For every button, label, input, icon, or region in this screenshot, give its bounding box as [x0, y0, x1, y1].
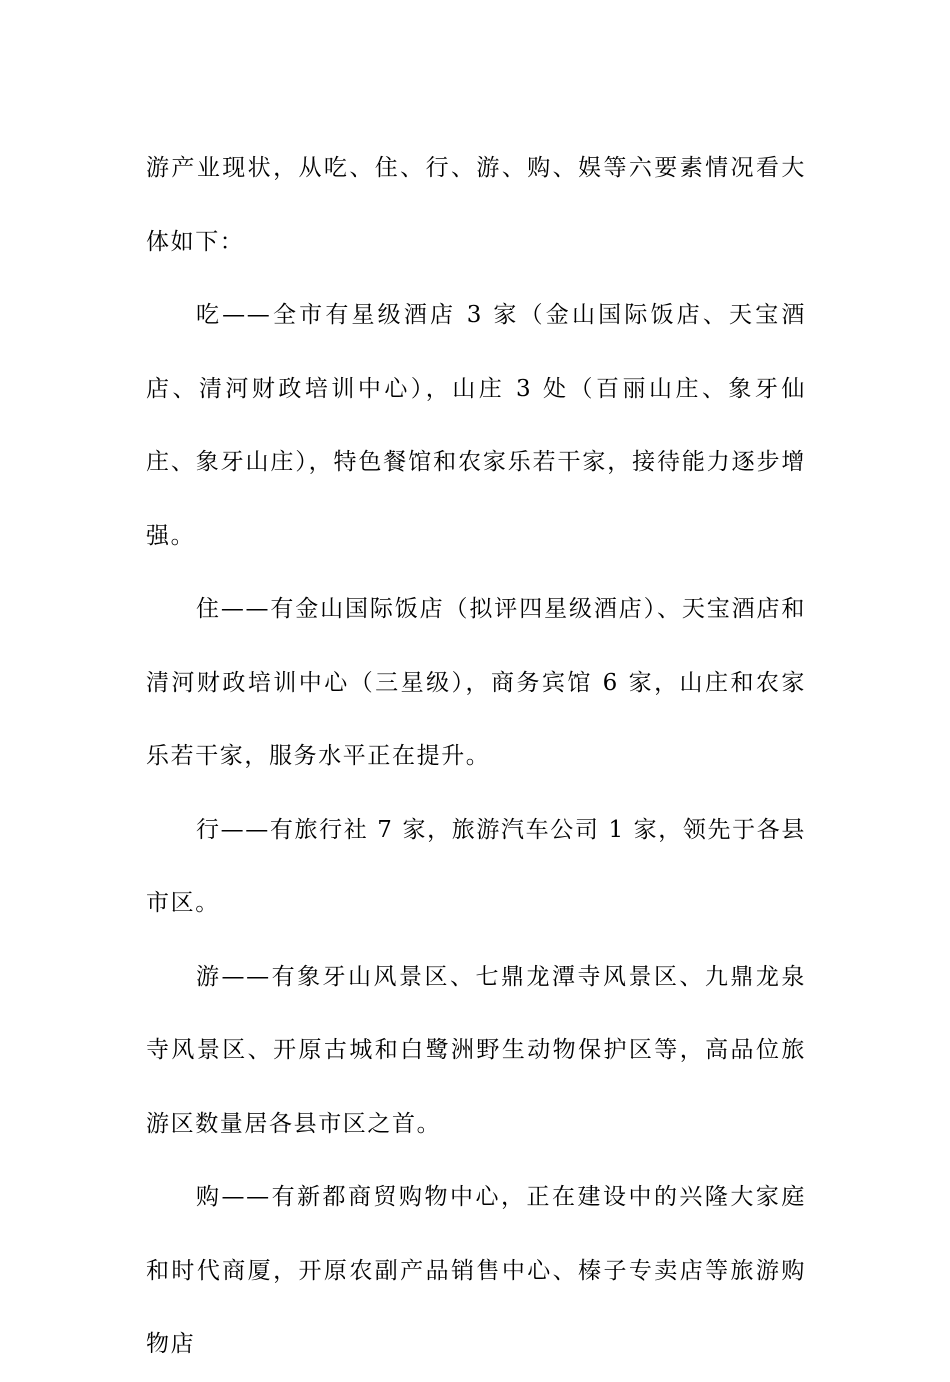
paragraph-tour: 游——有象牙山风景区、七鼎龙潭寺风景区、九鼎龙泉寺风景区、开原古城和白鹭洲野生动物保护区等，高品位旅游区数量居各县市区之首。: [146, 963, 806, 1137]
paragraph-travel: 行——有旅行社 7 家，旅游汽车公司 1 家，领先于各县市区。: [146, 816, 806, 916]
body-text: [146, 132, 806, 1382]
paragraph-shop: 购——有新都商贸购物中心，正在建设中的兴隆大家庭和时代商厦，开原农副产品销售中心、榛子专卖店等旅游购物店: [146, 1184, 806, 1357]
paragraph-eat: 吃——全市有星级酒店 3 家（金山国际饭店、天宝酒店、清河财政培训中心），山庄 3 处（百丽山庄、象牙仙庄、象牙山庄），特色餐馆和农家乐若干家，接待能力逐步增强。: [146, 302, 806, 549]
paragraph-stay: 住——有金山国际饭店（拟评四星级酒店）、天宝酒店和清河财政培训中心（三星级），商务宾馆 6 家，山庄和农家乐若干家，服务水平正在提升。: [146, 596, 806, 769]
paragraph-intro: 游产业现状，从吃、住、行、游、购、娱等六要素情况看大体如下：: [146, 155, 806, 255]
